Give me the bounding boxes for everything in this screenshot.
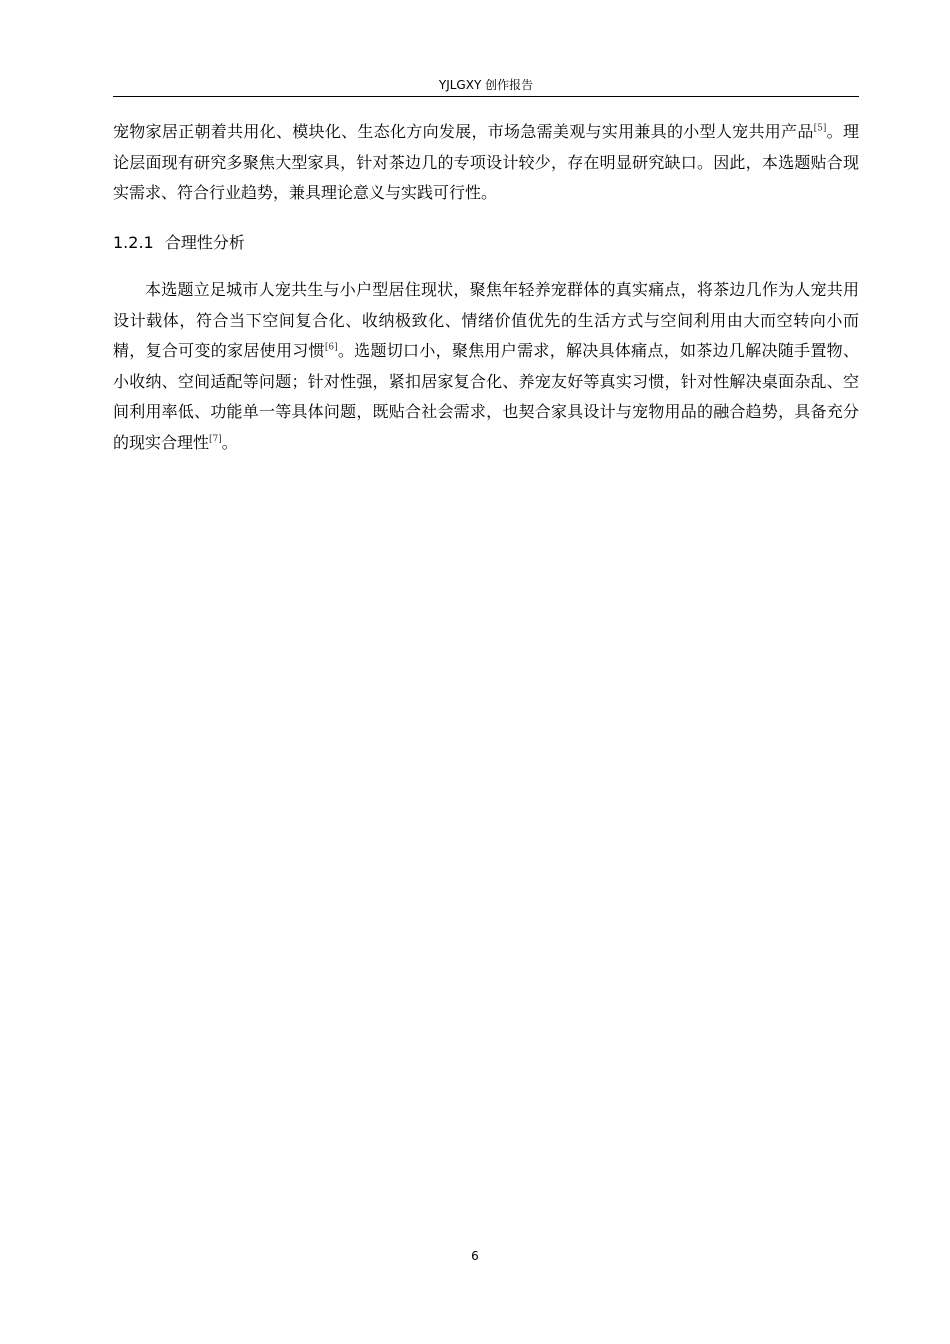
section-heading <box>113 232 245 254</box>
section-number: 1.2.1 <box>113 233 154 252</box>
citation-7[interactable]: [7] <box>209 434 222 445</box>
header-rule <box>113 96 859 97</box>
paragraph-text: 。 <box>221 432 238 452</box>
paragraph-text: 宠物家居正朝着共用化、模块化、生态化方向发展，市场急需美观与实用兼具的小型人宠共用产品 <box>113 122 814 141</box>
running-header: YJLGXY 创作报告 <box>438 78 534 92</box>
paragraph-text: 。理论层面现有研究多聚焦大型家具，针对茶边几的专项设计较少，存在明显研究缺口。因此，本选题贴合现实需求、符合行业趋势，兼具理论意义与实践可行性。 <box>113 122 859 202</box>
page-number: 6 <box>471 1249 479 1263</box>
body-paragraph-2 <box>113 275 859 458</box>
citation-6[interactable]: [6] <box>324 342 338 353</box>
body-paragraph-1 <box>113 117 859 209</box>
paragraph-text: 。选题切口小，聚焦用户需求，解决具体痛点，如茶边几解决随手置物、小收纳、空间适配等问题；针对性强，紧扣居家复合化、养宠友好等真实习惯，针对性解决桌面杂乱、空间利用率低、功能单一等具体问题，既贴合社会需求，也契合家具设计与宠物用品的融合趋势，具备充分的现实合理性 <box>113 341 859 452</box>
paragraph-text: 本选题立足城市人宠共生与小户型居住现状，聚焦年轻养宠群体的真实痛点，将茶边几作为人宠共用设计载体，符合当下空间复合化、收纳极致化、情绪价值优先的生活方式与空间利用由大而空转向小而精，复合可变的家居使用习惯 <box>113 280 859 360</box>
section-title: 合理性分析 <box>164 233 245 252</box>
citation-5[interactable]: [5] <box>813 123 827 134</box>
